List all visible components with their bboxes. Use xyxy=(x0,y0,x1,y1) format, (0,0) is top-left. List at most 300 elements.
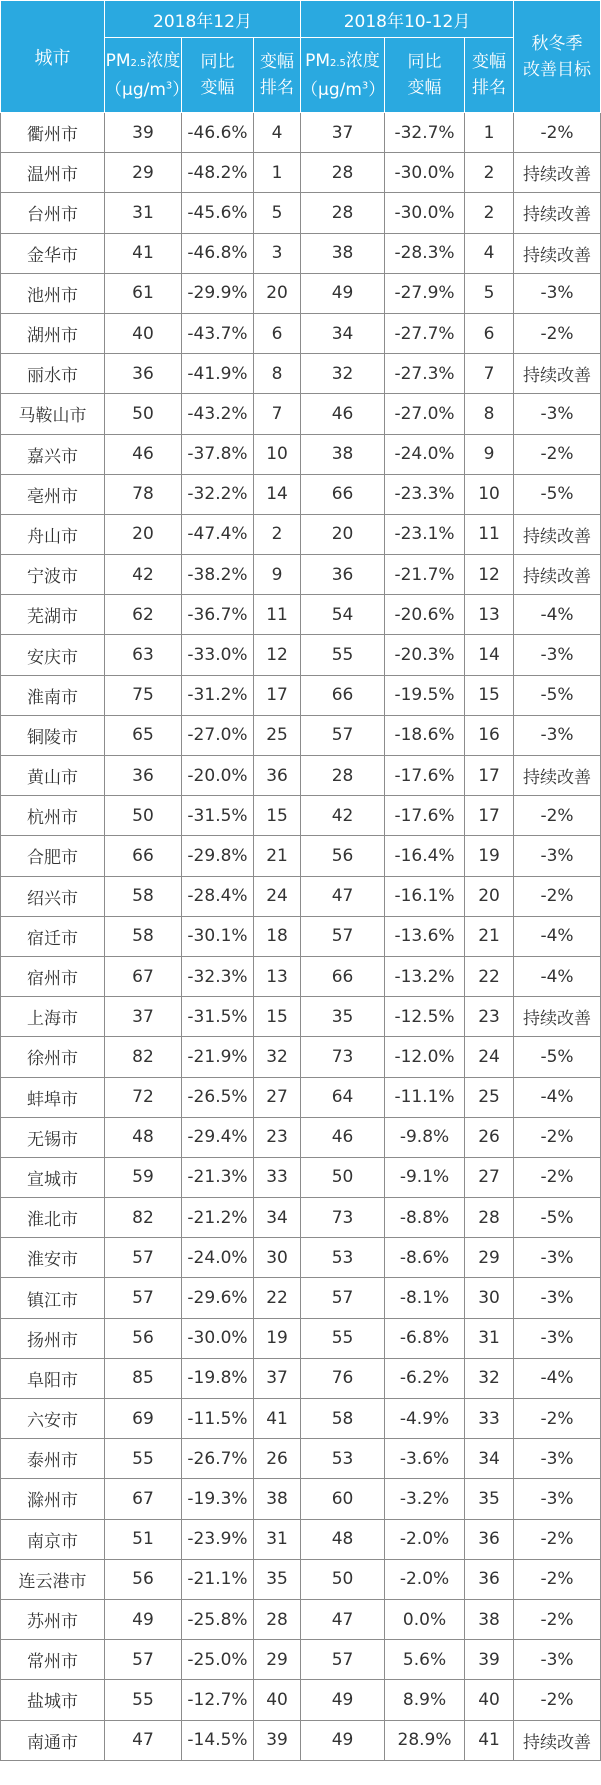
cell-q-yoy: -6.2% xyxy=(385,1358,465,1398)
cell-goal: -4% xyxy=(514,956,601,996)
cell-dec-pm: 69 xyxy=(105,1399,182,1439)
cell-goal: -2% xyxy=(514,1519,601,1559)
cell-dec-pm: 31 xyxy=(105,193,182,233)
cell-dec-rank: 3 xyxy=(254,233,301,273)
cell-dec-pm: 66 xyxy=(105,836,182,876)
cell-city: 常州市 xyxy=(1,1640,105,1680)
cell-goal: -2% xyxy=(514,434,601,474)
cell-dec-rank: 15 xyxy=(254,796,301,836)
cell-q-yoy: -28.3% xyxy=(385,233,465,273)
cell-q-rank: 15 xyxy=(465,675,514,715)
cell-city: 镇江市 xyxy=(1,1278,105,1318)
cell-goal: -2% xyxy=(514,1399,601,1439)
cell-dec-rank: 39 xyxy=(254,1720,301,1760)
table-header xyxy=(1,1,601,113)
unit-post: ） xyxy=(172,79,190,100)
cell-goal: -2% xyxy=(514,1117,601,1157)
cell-dec-rank: 7 xyxy=(254,394,301,434)
cell-dec-rank: 29 xyxy=(254,1640,301,1680)
cell-dec-rank: 27 xyxy=(254,1077,301,1117)
cell-q-pm: 53 xyxy=(301,1238,385,1278)
cell-q-rank: 11 xyxy=(465,514,514,554)
cell-city: 衢州市 xyxy=(1,113,105,153)
cell-dec-pm: 67 xyxy=(105,956,182,996)
cell-dec-pm: 56 xyxy=(105,1318,182,1358)
cell-city: 淮安市 xyxy=(1,1238,105,1278)
table-row xyxy=(1,1680,601,1720)
cell-dec-rank: 1 xyxy=(254,153,301,193)
cell-city: 扬州市 xyxy=(1,1318,105,1358)
cell-dec-yoy: -38.2% xyxy=(182,555,254,595)
cell-dec-rank: 17 xyxy=(254,675,301,715)
cell-q-yoy: -20.3% xyxy=(385,635,465,675)
cell-dec-rank: 8 xyxy=(254,354,301,394)
header-dec-pm xyxy=(105,38,190,113)
pm-prefix: PM xyxy=(305,50,331,71)
cell-city: 徐州市 xyxy=(1,1037,105,1077)
cell-dec-yoy: -29.9% xyxy=(182,273,254,313)
table-row xyxy=(1,715,601,755)
cell-dec-rank: 13 xyxy=(254,956,301,996)
cell-dec-pm: 55 xyxy=(105,1680,182,1720)
cell-dec-pm: 50 xyxy=(105,394,182,434)
cell-q-rank: 24 xyxy=(465,1037,514,1077)
cell-dec-rank: 31 xyxy=(254,1519,301,1559)
cell-dec-yoy: -29.4% xyxy=(182,1117,254,1157)
cell-q-pm: 66 xyxy=(301,474,385,514)
cell-dec-yoy: -46.6% xyxy=(182,113,254,153)
cell-city: 南京市 xyxy=(1,1519,105,1559)
cell-q-yoy: -27.7% xyxy=(385,313,465,353)
cell-dec-yoy: -32.2% xyxy=(182,474,254,514)
cell-q-yoy: 0.0% xyxy=(385,1599,465,1639)
cell-q-rank: 8 xyxy=(465,394,514,434)
cell-q-rank: 13 xyxy=(465,595,514,635)
cell-city: 绍兴市 xyxy=(1,876,105,916)
cell-q-rank: 16 xyxy=(465,715,514,755)
cell-goal: -2% xyxy=(514,796,601,836)
table-body xyxy=(1,113,601,1761)
unit-pre: （μg/m xyxy=(301,79,362,100)
cell-q-rank: 4 xyxy=(465,233,514,273)
cell-q-yoy: -9.1% xyxy=(385,1157,465,1197)
cell-dec-pm: 49 xyxy=(105,1599,182,1639)
cell-q-pm: 50 xyxy=(301,1559,385,1599)
cell-dec-yoy: -25.0% xyxy=(182,1640,254,1680)
cell-q-rank: 20 xyxy=(465,876,514,916)
yoy-line1: 同比 xyxy=(200,52,235,72)
cell-q-yoy: -27.0% xyxy=(385,394,465,434)
table-row xyxy=(1,1439,601,1479)
cell-q-rank: 19 xyxy=(465,836,514,876)
cell-dec-pm: 57 xyxy=(105,1640,182,1680)
cell-dec-pm: 75 xyxy=(105,675,182,715)
cell-q-pm: 55 xyxy=(301,635,385,675)
cell-dec-rank: 40 xyxy=(254,1680,301,1720)
cell-q-pm: 55 xyxy=(301,1318,385,1358)
pm-suffix: 浓度 xyxy=(345,50,380,71)
cell-q-pm: 56 xyxy=(301,836,385,876)
cell-q-yoy: -32.7% xyxy=(385,113,465,153)
cell-goal: -3% xyxy=(514,1238,601,1278)
cell-city: 宿迁市 xyxy=(1,916,105,956)
cell-city: 马鞍山市 xyxy=(1,394,105,434)
cell-city: 宣城市 xyxy=(1,1157,105,1197)
header-q-yoy xyxy=(385,38,465,113)
cell-dec-rank: 19 xyxy=(254,1318,301,1358)
table-row xyxy=(1,153,601,193)
cell-dec-yoy: -37.8% xyxy=(182,434,254,474)
cell-dec-yoy: -23.9% xyxy=(182,1519,254,1559)
cell-q-rank: 7 xyxy=(465,354,514,394)
cell-city: 连云港市 xyxy=(1,1559,105,1599)
cell-q-rank: 30 xyxy=(465,1278,514,1318)
cell-dec-yoy: -21.3% xyxy=(182,1157,254,1197)
table-row xyxy=(1,1358,601,1398)
cell-q-rank: 17 xyxy=(465,756,514,796)
cell-q-yoy: -11.1% xyxy=(385,1077,465,1117)
cell-q-pm: 66 xyxy=(301,675,385,715)
table-row xyxy=(1,394,601,434)
header-period-dec: 2018年12月 xyxy=(105,1,301,38)
cell-goal: -3% xyxy=(514,1278,601,1318)
cell-city: 蚌埠市 xyxy=(1,1077,105,1117)
cell-dec-yoy: -24.0% xyxy=(182,1238,254,1278)
cell-q-rank: 6 xyxy=(465,313,514,353)
table-row xyxy=(1,1077,601,1117)
cell-city: 盐城市 xyxy=(1,1680,105,1720)
cell-goal: 持续改善 xyxy=(514,233,601,273)
rank-line2: 排名 xyxy=(472,78,507,98)
cell-dec-pm: 46 xyxy=(105,434,182,474)
cell-dec-rank: 41 xyxy=(254,1399,301,1439)
cell-q-pm: 50 xyxy=(301,1157,385,1197)
cell-q-rank: 27 xyxy=(465,1157,514,1197)
cell-q-yoy: -21.7% xyxy=(385,555,465,595)
cell-q-yoy: -12.0% xyxy=(385,1037,465,1077)
cell-dec-rank: 22 xyxy=(254,1278,301,1318)
header-dec-rank xyxy=(254,38,301,113)
cell-q-rank: 32 xyxy=(465,1358,514,1398)
cell-goal: 持续改善 xyxy=(514,153,601,193)
cell-q-yoy: -19.5% xyxy=(385,675,465,715)
table-row xyxy=(1,514,601,554)
cell-city: 无锡市 xyxy=(1,1117,105,1157)
cell-q-yoy: -23.3% xyxy=(385,474,465,514)
cell-dec-yoy: -43.7% xyxy=(182,313,254,353)
cell-goal: -2% xyxy=(514,1559,601,1599)
cell-q-rank: 23 xyxy=(465,997,514,1037)
pm-sub: 2.5 xyxy=(130,57,147,69)
cell-q-rank: 5 xyxy=(465,273,514,313)
cell-q-pm: 46 xyxy=(301,394,385,434)
table-row xyxy=(1,756,601,796)
cell-goal: -5% xyxy=(514,1037,601,1077)
cell-q-rank: 29 xyxy=(465,1238,514,1278)
cell-dec-pm: 57 xyxy=(105,1278,182,1318)
cell-q-yoy: 8.9% xyxy=(385,1680,465,1720)
header-q-rank xyxy=(465,38,514,113)
cell-goal: -3% xyxy=(514,1479,601,1519)
table-row xyxy=(1,796,601,836)
cell-q-rank: 26 xyxy=(465,1117,514,1157)
pm-suffix: 浓度 xyxy=(146,50,181,71)
cell-goal: -5% xyxy=(514,474,601,514)
cell-q-pm: 58 xyxy=(301,1399,385,1439)
cell-city: 嘉兴市 xyxy=(1,434,105,474)
cell-q-pm: 76 xyxy=(301,1358,385,1398)
table-row xyxy=(1,1559,601,1599)
cell-city: 台州市 xyxy=(1,193,105,233)
cell-goal: -3% xyxy=(514,836,601,876)
cell-goal: -3% xyxy=(514,273,601,313)
cell-dec-rank: 23 xyxy=(254,1117,301,1157)
cell-goal: -3% xyxy=(514,394,601,434)
cell-q-yoy: 5.6% xyxy=(385,1640,465,1680)
cell-dec-pm: 57 xyxy=(105,1238,182,1278)
cell-q-yoy: -3.6% xyxy=(385,1439,465,1479)
cell-q-rank: 33 xyxy=(465,1399,514,1439)
cell-dec-pm: 59 xyxy=(105,1157,182,1197)
cell-q-pm: 49 xyxy=(301,273,385,313)
cell-dec-yoy: -21.2% xyxy=(182,1198,254,1238)
cell-q-yoy: -2.0% xyxy=(385,1559,465,1599)
cell-q-pm: 57 xyxy=(301,916,385,956)
cell-q-yoy: -8.1% xyxy=(385,1278,465,1318)
table-row xyxy=(1,1519,601,1559)
table-row xyxy=(1,1238,601,1278)
cell-q-pm: 48 xyxy=(301,1519,385,1559)
table-row xyxy=(1,1278,601,1318)
cell-goal: -3% xyxy=(514,715,601,755)
table-row xyxy=(1,474,601,514)
cell-q-yoy: -13.6% xyxy=(385,916,465,956)
cell-dec-pm: 37 xyxy=(105,997,182,1037)
cell-q-rank: 36 xyxy=(465,1519,514,1559)
cell-q-pm: 46 xyxy=(301,1117,385,1157)
cell-q-rank: 40 xyxy=(465,1680,514,1720)
cell-dec-rank: 5 xyxy=(254,193,301,233)
cell-dec-yoy: -31.2% xyxy=(182,675,254,715)
cell-q-yoy: 28.9% xyxy=(385,1720,465,1760)
cell-dec-rank: 34 xyxy=(254,1198,301,1238)
cell-goal: -5% xyxy=(514,675,601,715)
cell-dec-pm: 41 xyxy=(105,233,182,273)
cell-dec-yoy: -11.5% xyxy=(182,1399,254,1439)
cell-dec-yoy: -46.8% xyxy=(182,233,254,273)
cell-dec-rank: 28 xyxy=(254,1599,301,1639)
cell-city: 阜阳市 xyxy=(1,1358,105,1398)
cell-city: 宿州市 xyxy=(1,956,105,996)
cell-q-rank: 39 xyxy=(465,1640,514,1680)
cell-dec-yoy: -36.7% xyxy=(182,595,254,635)
cell-q-yoy: -6.8% xyxy=(385,1318,465,1358)
table-row xyxy=(1,956,601,996)
cell-dec-rank: 37 xyxy=(254,1358,301,1398)
rank-line1: 变幅 xyxy=(260,52,294,72)
yoy-line2: 变幅 xyxy=(200,78,235,98)
table-row xyxy=(1,193,601,233)
cell-dec-pm: 78 xyxy=(105,474,182,514)
table-row xyxy=(1,233,601,273)
cell-dec-pm: 56 xyxy=(105,1559,182,1599)
cell-goal: 持续改善 xyxy=(514,193,601,233)
cell-city: 温州市 xyxy=(1,153,105,193)
cell-q-yoy: -8.6% xyxy=(385,1238,465,1278)
cell-dec-rank: 26 xyxy=(254,1439,301,1479)
cell-dec-yoy: -21.1% xyxy=(182,1559,254,1599)
cell-q-pm: 49 xyxy=(301,1680,385,1720)
table-row xyxy=(1,1599,601,1639)
cell-q-yoy: -9.8% xyxy=(385,1117,465,1157)
table-row xyxy=(1,876,601,916)
cell-goal: -2% xyxy=(514,1680,601,1720)
cell-dec-rank: 6 xyxy=(254,313,301,353)
cell-q-yoy: -30.0% xyxy=(385,193,465,233)
cell-dec-pm: 50 xyxy=(105,796,182,836)
cell-q-pm: 32 xyxy=(301,354,385,394)
cell-city: 合肥市 xyxy=(1,836,105,876)
cell-q-pm: 57 xyxy=(301,1640,385,1680)
cell-dec-yoy: -29.6% xyxy=(182,1278,254,1318)
cell-city: 杭州市 xyxy=(1,796,105,836)
cell-dec-rank: 10 xyxy=(254,434,301,474)
cell-city: 宁波市 xyxy=(1,555,105,595)
cell-q-rank: 35 xyxy=(465,1479,514,1519)
unit-pre: （μg/m xyxy=(105,79,166,100)
cell-q-pm: 28 xyxy=(301,193,385,233)
cell-q-yoy: -8.8% xyxy=(385,1198,465,1238)
cell-goal: -2% xyxy=(514,113,601,153)
table-row xyxy=(1,1198,601,1238)
cell-q-pm: 66 xyxy=(301,956,385,996)
cell-dec-yoy: -29.8% xyxy=(182,836,254,876)
cell-dec-pm: 40 xyxy=(105,313,182,353)
cell-city: 舟山市 xyxy=(1,514,105,554)
cell-q-yoy: -23.1% xyxy=(385,514,465,554)
pm-prefix: PM xyxy=(105,50,131,71)
cell-dec-yoy: -21.9% xyxy=(182,1037,254,1077)
cell-q-pm: 49 xyxy=(301,1720,385,1760)
table-row xyxy=(1,113,601,153)
cell-dec-yoy: -43.2% xyxy=(182,394,254,434)
cell-q-rank: 31 xyxy=(465,1318,514,1358)
cell-q-pm: 53 xyxy=(301,1439,385,1479)
cell-dec-yoy: -31.5% xyxy=(182,997,254,1037)
cell-dec-rank: 20 xyxy=(254,273,301,313)
cell-q-rank: 2 xyxy=(465,193,514,233)
cell-q-rank: 1 xyxy=(465,113,514,153)
cell-q-yoy: -17.6% xyxy=(385,756,465,796)
cell-dec-pm: 82 xyxy=(105,1037,182,1077)
table-row xyxy=(1,1640,601,1680)
cell-q-pm: 73 xyxy=(301,1037,385,1077)
cell-city: 南通市 xyxy=(1,1720,105,1760)
cell-dec-yoy: -26.5% xyxy=(182,1077,254,1117)
cell-dec-yoy: -48.2% xyxy=(182,153,254,193)
cell-dec-pm: 58 xyxy=(105,876,182,916)
cell-q-pm: 60 xyxy=(301,1479,385,1519)
cell-dec-rank: 4 xyxy=(254,113,301,153)
cell-dec-pm: 58 xyxy=(105,916,182,956)
cell-dec-rank: 35 xyxy=(254,1559,301,1599)
cell-dec-rank: 24 xyxy=(254,876,301,916)
cell-q-yoy: -30.0% xyxy=(385,153,465,193)
cell-dec-pm: 29 xyxy=(105,153,182,193)
cell-q-pm: 36 xyxy=(301,555,385,595)
cell-q-yoy: -20.6% xyxy=(385,595,465,635)
cell-goal: -4% xyxy=(514,1077,601,1117)
cell-q-yoy: -2.0% xyxy=(385,1519,465,1559)
cell-q-pm: 57 xyxy=(301,715,385,755)
cell-dec-pm: 51 xyxy=(105,1519,182,1559)
cell-dec-yoy: -45.6% xyxy=(182,193,254,233)
cell-dec-yoy: -47.4% xyxy=(182,514,254,554)
cell-dec-rank: 14 xyxy=(254,474,301,514)
cell-city: 滁州市 xyxy=(1,1479,105,1519)
cell-q-yoy: -3.2% xyxy=(385,1479,465,1519)
cell-q-pm: 28 xyxy=(301,153,385,193)
cell-dec-rank: 36 xyxy=(254,756,301,796)
cell-city: 淮北市 xyxy=(1,1198,105,1238)
cell-q-yoy: -27.3% xyxy=(385,354,465,394)
header-period-q4: 2018年10-12月 xyxy=(301,1,514,38)
cell-dec-yoy: -31.5% xyxy=(182,796,254,836)
table-row xyxy=(1,836,601,876)
cell-q-yoy: -17.6% xyxy=(385,796,465,836)
table-row xyxy=(1,1720,601,1760)
cell-q-yoy: -18.6% xyxy=(385,715,465,755)
cell-dec-pm: 82 xyxy=(105,1198,182,1238)
cell-goal: -2% xyxy=(514,876,601,916)
cell-q-pm: 64 xyxy=(301,1077,385,1117)
cell-goal: -4% xyxy=(514,916,601,956)
cell-q-pm: 38 xyxy=(301,233,385,273)
cell-dec-yoy: -19.8% xyxy=(182,1358,254,1398)
cell-dec-rank: 30 xyxy=(254,1238,301,1278)
cell-dec-rank: 21 xyxy=(254,836,301,876)
cell-goal: -3% xyxy=(514,1318,601,1358)
cell-city: 丽水市 xyxy=(1,354,105,394)
header-goal xyxy=(514,1,601,113)
cell-goal: -3% xyxy=(514,1439,601,1479)
unit-sup: 3 xyxy=(165,79,173,91)
pm-sub: 2.5 xyxy=(330,57,346,69)
cell-q-pm: 28 xyxy=(301,756,385,796)
cell-city: 安庆市 xyxy=(1,635,105,675)
cell-q-pm: 20 xyxy=(301,514,385,554)
cell-dec-rank: 33 xyxy=(254,1157,301,1197)
yoy-line2: 变幅 xyxy=(407,78,442,98)
cell-dec-yoy: -20.0% xyxy=(182,756,254,796)
cell-dec-yoy: -41.9% xyxy=(182,354,254,394)
cell-q-rank: 14 xyxy=(465,635,514,675)
table-row xyxy=(1,1117,601,1157)
cell-dec-yoy: -14.5% xyxy=(182,1720,254,1760)
table-row xyxy=(1,313,601,353)
cell-dec-yoy: -25.8% xyxy=(182,1599,254,1639)
cell-goal: -2% xyxy=(514,1599,601,1639)
cell-city: 亳州市 xyxy=(1,474,105,514)
cell-city: 芜湖市 xyxy=(1,595,105,635)
table-row xyxy=(1,595,601,635)
table-row xyxy=(1,434,601,474)
header-q-pm xyxy=(301,38,385,113)
cell-q-pm: 57 xyxy=(301,1278,385,1318)
yoy-line1: 同比 xyxy=(407,52,442,72)
cell-q-rank: 10 xyxy=(465,474,514,514)
cell-dec-pm: 65 xyxy=(105,715,182,755)
